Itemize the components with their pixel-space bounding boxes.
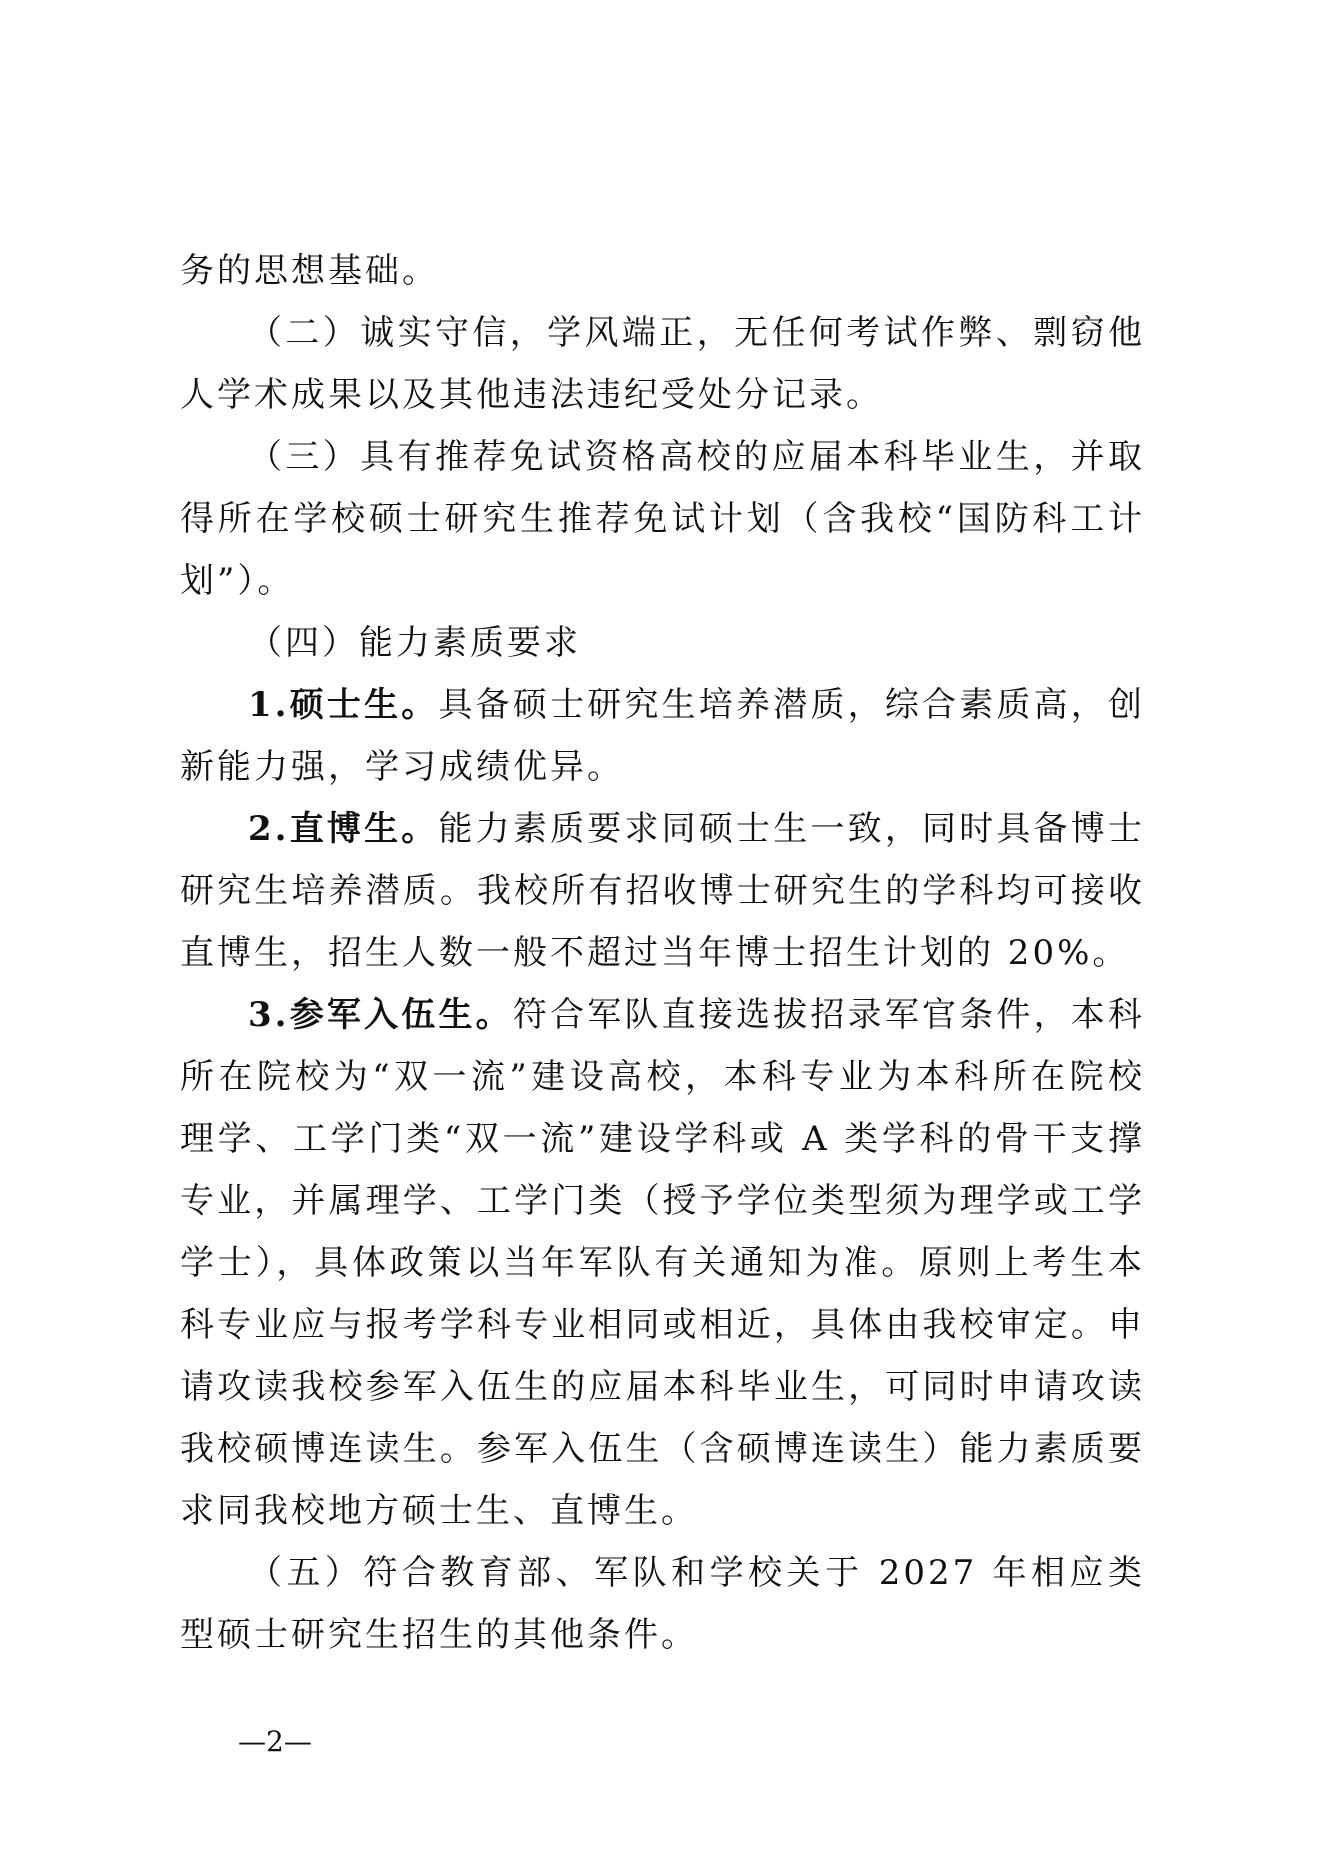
paragraph-item-4-heading: （四）能力素质要求 xyxy=(248,623,581,663)
paragraph-item-5: （五）符合教育部、军队和学校关于 2027 年相应类型硕士研究生招生的其他条件。 xyxy=(180,1553,1145,1655)
master-student-text: 具备硕士研究生培养潜质，综合素质高，创新能力强，学习成绩优异。 xyxy=(180,685,1146,787)
paragraph-direct-phd xyxy=(180,798,1145,984)
direct-phd-text: 能力素质要求同硕士生一致，同时具备博士研究生培养潜质。我校所有招收博士研究生的学科均可接收直博生，招生人数一般不超过当年博士招生计划的 20%。 xyxy=(180,809,1146,973)
document-body xyxy=(180,240,1145,1666)
paragraph-continuation: 务的思想基础。 xyxy=(180,251,439,291)
direct-phd-heading: 2.直博生。 xyxy=(248,809,439,849)
military-student-text: 符合军队直接选拔招录军官条件，本科所在院校为“双一流”建设高校，本科专业为本科所在院校理学、工学门类“双一流”建设学科或 A 类学科的骨干支撑专业，并属理学、工学门类（授予学位类型须为理学或工学学士），具体政策以当年军队有关通知为准。原则上考生本科专业应与报考学科专业相同或相近，具体由我校审定。申请攻读我校参军入伍生的应届本科毕业生，可同时申请攻读我校硕博连读生。参军入伍生（含硕博连读生）能力素质要求同我校地方硕士生、直博生。 xyxy=(180,995,1146,1531)
paragraph-item-3: （三）具有推荐免试资格高校的应届本科毕业生，并取得所在学校硕士研究生推荐免试计划（含我校“国防科工计划”）。 xyxy=(180,437,1145,601)
master-student-heading: 1.硕士生。 xyxy=(248,685,439,725)
page-number: —2— xyxy=(238,1725,312,1758)
paragraph-military-student xyxy=(180,984,1145,1542)
military-student-heading: 3.参军入伍生。 xyxy=(248,995,513,1035)
paragraph-master-student xyxy=(180,674,1145,798)
paragraph-item-2: （二）诚实守信，学风端正，无任何考试作弊、剽窃他人学术成果以及其他违法违纪受处分记录。 xyxy=(180,313,1145,415)
